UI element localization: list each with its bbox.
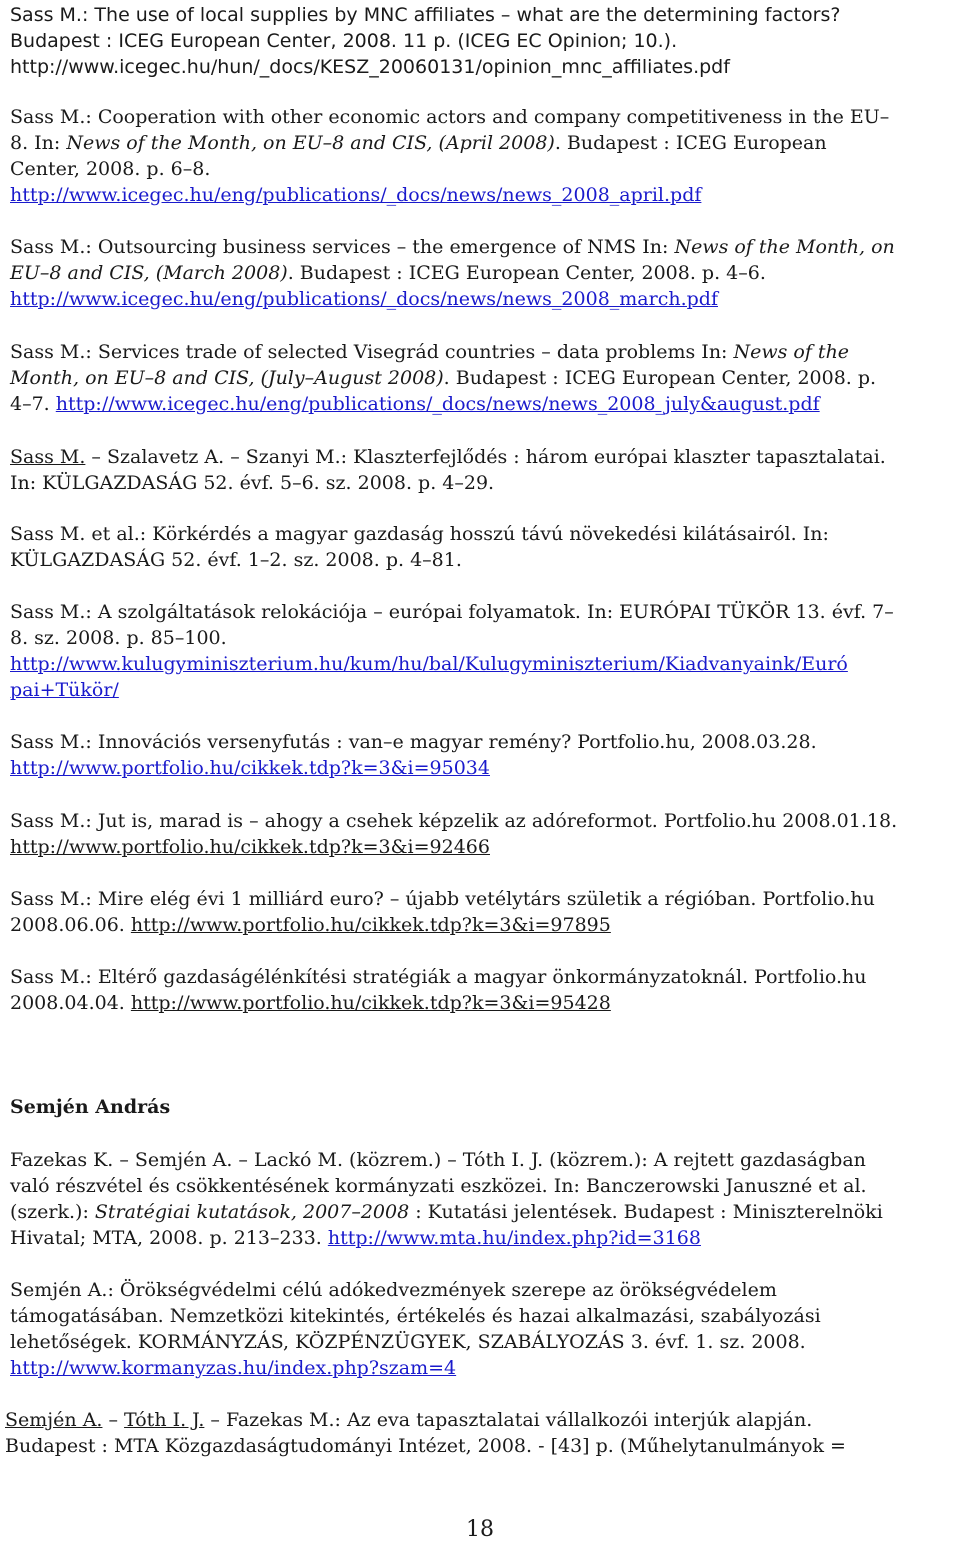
url-link[interactable]: pai+Tükör/	[10, 679, 119, 701]
reference-line	[10, 729, 817, 755]
text-run: Sass M.: Eltérő gazdaságélénkítési stratégiák a magyar önkormányzatoknál. Portfolio.hu	[10, 966, 867, 988]
url-link[interactable]: http://www.icegec.hu/eng/publications/_docs/news/news_2008_april.pdf	[10, 184, 702, 206]
url-link[interactable]: http://www.mta.hu/index.php?id=3168	[327, 1227, 701, 1249]
reference-link[interactable]	[10, 755, 490, 781]
underlined-text[interactable]: http://www.portfolio.hu/cikkek.tdp?k=3&i=97895	[130, 914, 611, 936]
url-link[interactable]: http://www.kulugyminiszterium.hu/kum/hu/bal/Kulugyminiszterium/Kiadvanyaink/Euró	[10, 653, 848, 675]
italic-title: EU–8 and CIS, (March 2008)	[10, 262, 288, 284]
text-run: Sass M.: Innovációs versenyfutás : van–e magyar remény? Portfolio.hu, 2008.03.28.	[10, 731, 817, 753]
reference-line	[10, 260, 766, 286]
text-run: –	[102, 1409, 125, 1431]
reference-line	[10, 808, 897, 834]
reference-line	[10, 234, 895, 260]
text-run: Sass M.: Jut is, marad is – ahogy a csehek képzelik az adóreformot. Portfolio.hu 2008.01.18.	[10, 810, 898, 832]
reference-line	[10, 104, 889, 130]
text-run: Sass M.: Services trade of selected Visegrád countries – data problems In:	[10, 341, 734, 363]
text-run: – Szalavetz A. – Szanyi M.: Klaszterfejlődés : három európai klaszter tapasztalatai.	[85, 446, 886, 468]
page-number: 18	[466, 1517, 494, 1542]
url-link[interactable]: http://www.icegec.hu/eng/publications/_docs/news/news_2008_july&august.pdf	[55, 393, 820, 415]
underlined-text[interactable]: http://www.portfolio.hu/cikkek.tdp?k=3&i=95428	[130, 992, 611, 1014]
reference-link[interactable]	[10, 677, 119, 703]
reference-line	[10, 2, 840, 28]
underlined-text: Tóth I. J.	[124, 1409, 205, 1431]
text-run: http://www.icegec.hu/hun/_docs/KESZ_20060131/opinion_mnc_affiliates.pdf	[10, 56, 730, 78]
reference-line	[10, 339, 849, 365]
reference-line	[10, 625, 227, 651]
text-run: Center, 2008. p. 6–8.	[10, 158, 211, 180]
reference-line	[10, 1199, 883, 1225]
text-run: 4–7.	[10, 393, 56, 415]
reference-link[interactable]	[10, 834, 490, 860]
author-heading	[10, 1094, 170, 1120]
text-run: támogatásában. Nemzetközi kitekintés, értékelés és hazai alkalmazási, szabályozási	[10, 1305, 821, 1327]
italic-title: News of the	[733, 341, 850, 363]
text-run: KÜLGAZDASÁG 52. évf. 1–2. sz. 2008. p. 4–81.	[10, 549, 462, 571]
reference-line	[5, 1433, 846, 1459]
reference-link[interactable]	[10, 286, 718, 312]
text-run: 2008.06.06.	[10, 914, 131, 936]
text-run: Budapest : ICEG European Center, 2008. 11 p. (ICEG EC Opinion; 10.).	[10, 30, 678, 52]
url-link[interactable]: http://www.kormanyzas.hu/index.php?szam=4	[10, 1357, 457, 1379]
text-run: (szerk.):	[10, 1201, 95, 1223]
text-run: In: KÜLGAZDASÁG 52. évf. 5–6. sz. 2008. p. 4–29.	[10, 472, 495, 494]
reference-line[interactable]	[10, 990, 611, 1016]
reference-line	[10, 1147, 866, 1173]
reference-url	[10, 54, 730, 80]
text-run: . Budapest : ICEG European Center, 2008. p.	[443, 367, 877, 389]
text-run: Sass M.: A szolgáltatások relokációja – európai folyamatok. In: EURÓPAI TÜKÖR 13. évf. 7–	[10, 601, 894, 623]
reference-line	[10, 521, 829, 547]
text-run: 8. In:	[10, 132, 67, 154]
text-run: Sass M.: Outsourcing business services – the emergence of NMS In:	[10, 236, 675, 258]
url-link[interactable]: http://www.icegec.hu/eng/publications/_docs/news/news_2008_march.pdf	[10, 288, 718, 310]
text-run: . Budapest : ICEG European	[554, 132, 827, 154]
text-run: Sass M.: The use of local supplies by MNC affiliates – what are the determining factors?	[10, 4, 841, 26]
reference-line	[10, 886, 875, 912]
text-run: – Fazekas M.: Az eva tapasztalatai vállalkozói interjúk alapján.	[204, 1409, 813, 1431]
reference-line	[10, 1277, 777, 1303]
text-run: 8. sz. 2008. p. 85–100.	[10, 627, 227, 649]
text-run: Budapest : MTA Közgazdaságtudományi Intézet, 2008. - [43] p. (Műhelytanulmányok =	[5, 1435, 846, 1457]
reference-line	[10, 470, 494, 496]
italic-title: News of the Month, on	[674, 236, 895, 258]
reference-line	[10, 1173, 867, 1199]
text-run: Fazekas K. – Semjén A. – Lackó M. (közrem.) – Tóth I. J. (közrem.): A rejtett gazdaságban	[10, 1149, 866, 1171]
reference-line[interactable]	[10, 1225, 701, 1251]
text-run: való részvétel és csökkentésének kormányzati eszközei. In: Banczerowski Januszné et al.	[10, 1175, 867, 1197]
reference-line	[10, 547, 462, 573]
reference-link[interactable]	[10, 651, 848, 677]
reference-line	[10, 599, 894, 625]
text-run: Hivatal; MTA, 2008. p. 213–233.	[10, 1227, 328, 1249]
reference-line	[10, 28, 677, 54]
text-run: Sass M.: Cooperation with other economic actors and company competitiveness in the EU–	[10, 106, 890, 128]
text-run: Semjén A.: Örökségvédelmi célú adókedvezmények szerepe az örökségvédelem	[10, 1279, 777, 1301]
url-link[interactable]: http://www.portfolio.hu/cikkek.tdp?k=3&i=95034	[10, 757, 490, 779]
underlined-text[interactable]: http://www.portfolio.hu/cikkek.tdp?k=3&i=92466	[10, 836, 490, 858]
reference-line	[10, 156, 210, 182]
text-run: lehetőségek. KORMÁNYZÁS, KÖZPÉNZÜGYEK, SZABÁLYOZÁS 3. évf. 1. sz. 2008.	[10, 1331, 806, 1353]
reference-line	[10, 1303, 821, 1329]
text-run: . Budapest : ICEG European Center, 2008. p. 4–6.	[287, 262, 766, 284]
reference-line	[10, 444, 886, 470]
reference-line	[10, 365, 876, 391]
underlined-text: Semjén A.	[5, 1409, 103, 1431]
reference-line	[10, 130, 827, 156]
text-run: : Kutatási jelentések. Budapest : Miniszterelnöki	[409, 1201, 883, 1223]
italic-title: Month, on EU–8 and CIS, (July–August 2008)	[10, 367, 444, 389]
text-run: 2008.04.04.	[10, 992, 131, 1014]
reference-link[interactable]	[10, 182, 701, 208]
text-run: Sass M. et al.: Körkérdés a magyar gazdaság hosszú távú növekedési kilátásairól. In:	[10, 523, 829, 545]
text-run: Sass M.: Mire elég évi 1 milliárd euro? – újabb vetélytárs születik a régióban. Portfolio.hu	[10, 888, 875, 910]
reference-link[interactable]	[10, 1355, 456, 1381]
reference-line	[5, 1407, 812, 1433]
italic-title: Stratégiai kutatások, 2007–2008	[94, 1201, 410, 1223]
underlined-text: Sass M.	[10, 446, 86, 468]
italic-title: News of the Month, on EU–8 and CIS, (April 2008)	[66, 132, 555, 154]
reference-line[interactable]	[10, 391, 820, 417]
reference-line	[10, 1329, 806, 1355]
reference-line[interactable]	[10, 912, 611, 938]
text-run: Semjén András	[10, 1096, 171, 1118]
reference-line	[10, 964, 867, 990]
